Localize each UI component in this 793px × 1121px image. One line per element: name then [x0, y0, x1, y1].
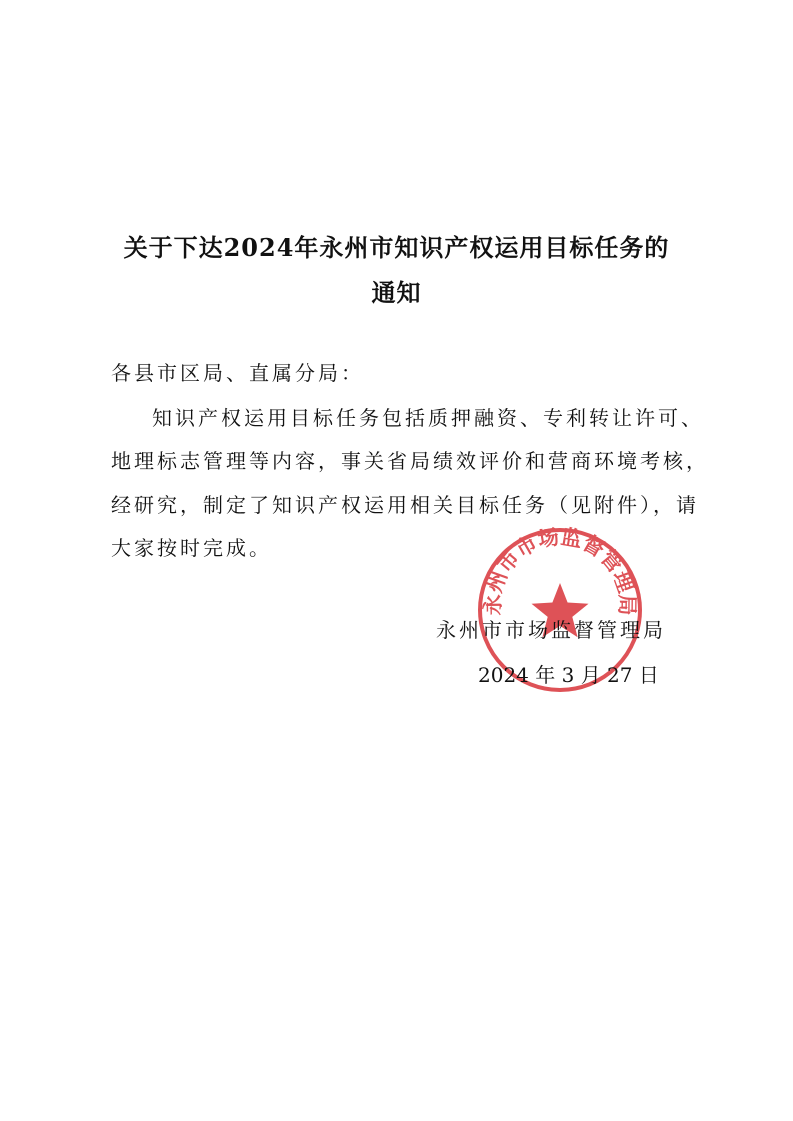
- body-line-4: 大家按时完成。: [111, 536, 272, 560]
- document-title-line-1: 关于下达2024年永州市知识产权运用目标任务的: [123, 233, 670, 262]
- seal-text-path: 永州市市场监督管理局: [479, 525, 641, 616]
- body-line-3: 经研究，制定了知识产权运用相关目标任务（见附件），请: [111, 493, 699, 517]
- body-line-1: 知识产权运用目标任务包括质押融资、专利转让许可、: [152, 406, 704, 430]
- salutation: 各县市区局、直属分局：: [111, 361, 364, 385]
- body-line-2: 地理标志管理等内容，事关省局绩效评价和营商环境考核，: [111, 449, 709, 473]
- issuer-name: 永州市市场监督管理局: [436, 618, 666, 642]
- document-title-line-2: 通知: [371, 278, 422, 307]
- issue-date: 2024 年 3 月 27 日: [478, 663, 659, 687]
